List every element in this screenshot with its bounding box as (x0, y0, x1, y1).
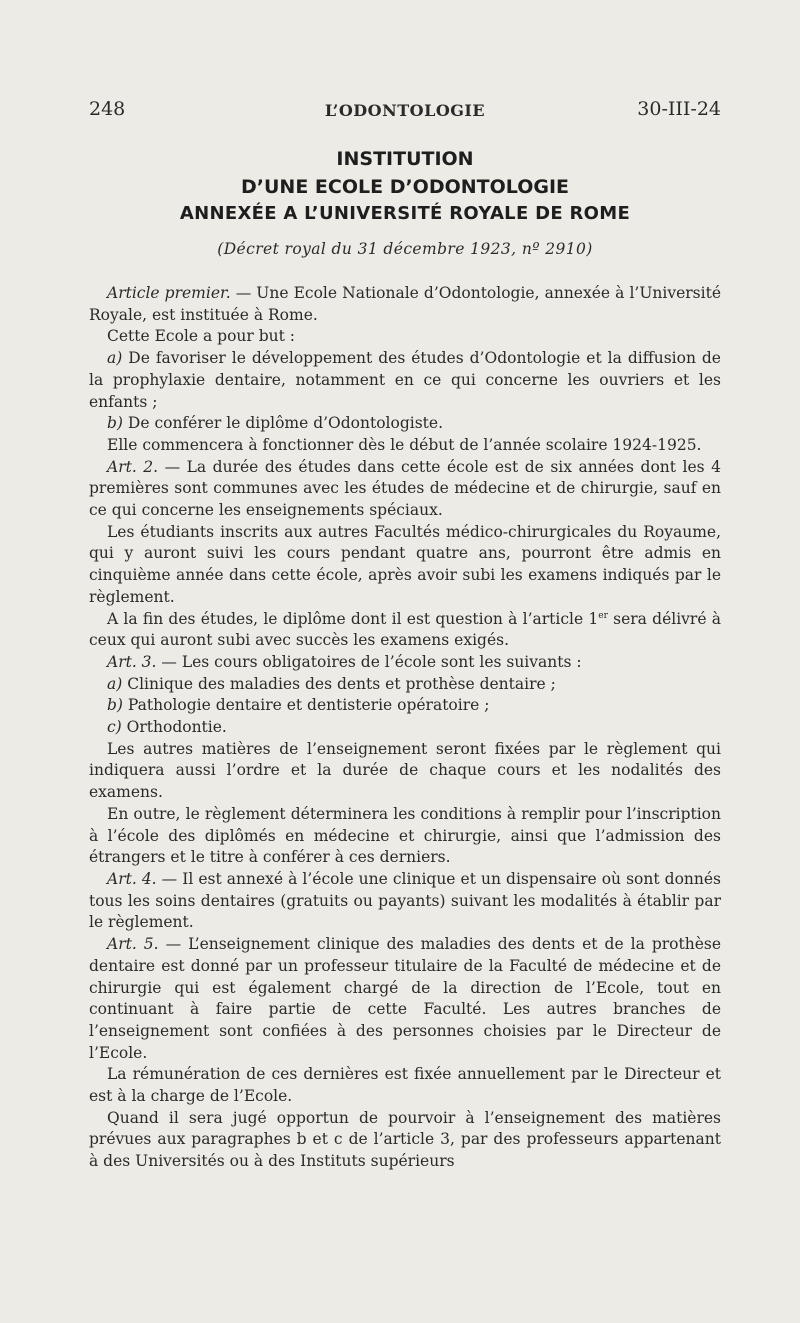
item-label: c) (107, 718, 122, 737)
paragraph: En outre, le règlement déterminera les conditions à remplir pour l’inscription à l’école des diplômés en médecine et chirurgie, ainsi que l’admission des étrangers et le titre à conférer à ces derniers. (89, 804, 721, 867)
paragraph: Art. 3. — Les cours obligatoires de l’école sont les suivants : (107, 652, 582, 671)
article-title-line-2: D’UNE ECOLE D’ODONTOLOGIE (241, 176, 569, 198)
article-label: Art. 4. (107, 869, 157, 888)
page-number: 248 (89, 98, 126, 120)
decree-reference: (Décret royal du 31 décembre 1923, nº 2910) (217, 240, 593, 258)
issue-date: 30-III-24 (637, 98, 721, 120)
paragraph: Art. 5. — L’enseignement clinique des maladies des dents et de la prothèse dentaire est donné par un professeur titulaire de la Faculté de médecine et de chirurgie qui est également chargé de la direction de l’Ecole, tout en continuant à faire partie de cette Faculté. Les autres branches de l’enseignement sont confiées à des personnes choisies par le Directeur de l’Ecole. (89, 935, 721, 1062)
paragraph: a) Clinique des maladies des dents et prothèse dentaire ; (107, 674, 556, 693)
paragraph: Quand il sera jugé opportun de pourvoir à l’enseignement des matières prévues aux paragraphes b et c de l’article 3, par des professeurs appartenant à des Universités ou à des Instituts supérieurs (89, 1108, 721, 1171)
paragraph: Art. 2. — La durée des études dans cette école est de six années dont les 4 premières sont communes avec les études de médecine et de chirurgie, sauf en ce qui concerne les enseignements spéciaux. (89, 457, 721, 520)
article-label: Art. 5. (107, 935, 159, 954)
paragraph: La rémunération de ces dernières est fixée annuellement par le Directeur et est à la charge de l’Ecole. (89, 1065, 721, 1106)
paragraph: Les autres matières de l’enseignement seront fixées par le règlement qui indiquera aussi l’ordre et la durée de chaque cours et les nodalités des examens. (89, 739, 721, 802)
paragraph: Art. 4. — Il est annexé à l’école une clinique et un dispensaire où sont donnés tous les soins dentaires (gratuits ou payants) suivant les modalités à établir par le règlement. (89, 869, 721, 932)
superscript: er (598, 610, 608, 621)
item-label: a) (107, 349, 123, 368)
paragraph: b) De conférer le diplôme d’Odontologiste. (107, 414, 444, 433)
article-label: Art. 2. (107, 457, 159, 476)
paragraph: c) Orthodontie. (107, 718, 227, 737)
paragraph: a) De favoriser le développement des études d’Odontologie et la diffusion de la prophylaxie dentaire, notamment en ce qui concerne les ouvriers et les enfants ; (89, 349, 721, 411)
journal-title: L’ODONTOLOGIE (324, 101, 486, 120)
item-label: b) (107, 696, 123, 715)
article-label: Article premier. (107, 284, 231, 302)
article-title-line-1: INSTITUTION (336, 148, 474, 170)
running-head (89, 98, 721, 124)
article-title-line-3: ANNEXÉE A L’UNIVERSITÉ ROYALE DE ROME (179, 203, 631, 224)
item-label: b) (107, 414, 123, 433)
paragraph: A la fin des études, le diplôme dont il est question à l’article 1er sera délivré à ceux qui auront subi avec succès les examens exigés. (89, 609, 721, 650)
paragraph: Article premier. — Une Ecole Nationale d’Odontologie, annexée à l’Université Royale, est instituée à Rome. (89, 284, 722, 324)
paragraph: b) Pathologie dentaire et dentisterie opératoire ; (107, 696, 490, 715)
item-label: a) (107, 674, 123, 693)
article-label: Art. 3. (107, 652, 157, 671)
paragraph: Cette Ecole a pour but : (107, 327, 295, 346)
paragraph: Les étudiants inscrits aux autres Facultés médico-chirurgicales du Royaume, qui y auront suivi les cours pendant quatre ans, pourront être admis en cinquième année dans cette école, après avoir subi les examens indiqués par le règlement. (89, 522, 721, 606)
article-body (89, 283, 721, 1173)
paragraph: Elle commencera à fonctionner dès le début de l’année scolaire 1924-1925. (107, 435, 702, 454)
